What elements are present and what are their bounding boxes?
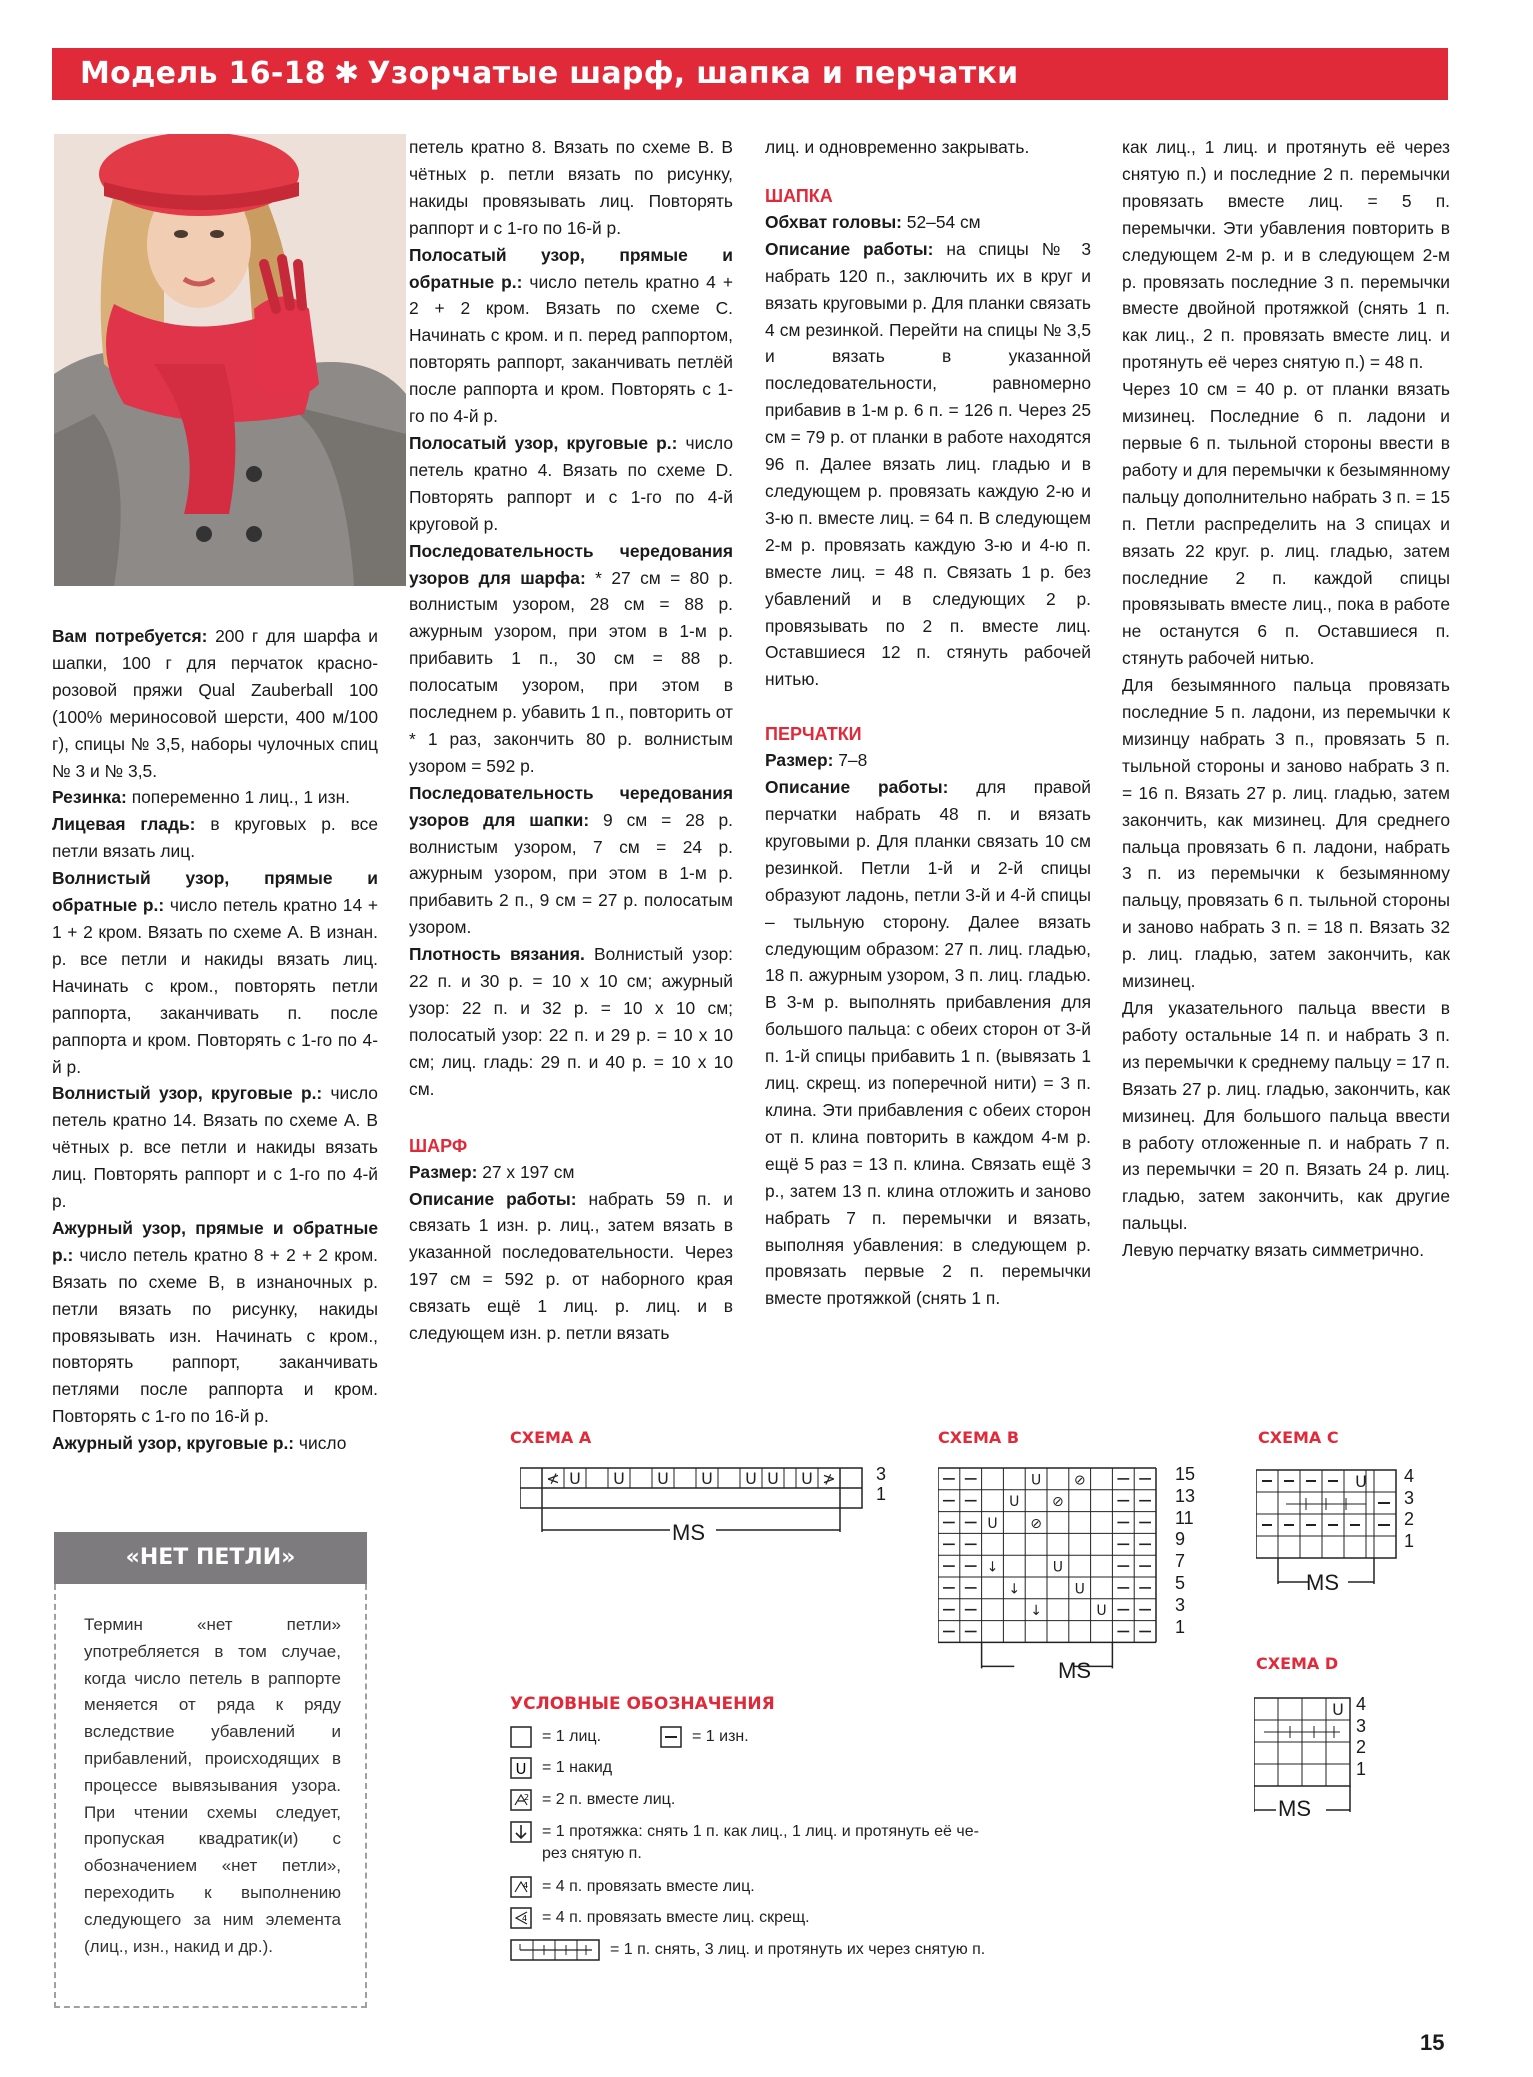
scarf-sequence-label: Последовательность чередования узоров для шарфа: [409,540,733,588]
hat-section-title: ШАПКА [765,185,833,206]
legend-skp-text-1: = 1 протяжка: снять 1 п. как лиц., 1 лиц. и протянуть её че- [542,1823,979,1840]
gloves-size-paragraph [765,747,1091,774]
sidebar-box [54,1584,367,2008]
svg-text:4: 4 [522,1914,528,1923]
svg-text:U: U [1355,1472,1367,1491]
legend-skp-text-2: рез снятую п. [542,1845,642,1862]
star-icon: ✱ [333,56,360,91]
stockinette-label: Лицевая гладь: [52,814,196,835]
scheme-a-grid [520,1462,890,1552]
scarf-sequence-text: * 27 см = 80 р. волнистым узором, 28 см = 88 р. ажурным узором, при этом в 1-м р. прибавить 1 п., 30 см = 88 р. полосатым узором, при этом в последнем р. убавить 1 п., повторить от * 1 раз, закончить 80 р. волнистым узором = 592 р. [409,567,734,776]
page-title: Узорчатые шарф, шапка и перчатки [367,56,1019,91]
gauge-paragraph [409,941,733,1102]
k4tog-tbl-symbol-icon [510,1907,532,1929]
scheme-b-row-label: 9 [1175,1529,1186,1550]
column-1 [52,623,378,1457]
legend-k2tog-text: = 2 п. вместе лиц. [542,1791,676,1808]
svg-text:≯: ≯ [822,1469,836,1488]
svg-text:U: U [613,1469,625,1488]
legend-knit-text: = 1 лиц. [542,1728,602,1745]
legend-k4tog-text: = 4 п. провязать вместе лиц. [542,1878,755,1895]
legend-knit [510,1726,870,1750]
model-photo [54,134,406,586]
svg-text:↓: ↓ [1030,1603,1042,1620]
legend-k4tog-tbl [510,1907,910,1931]
gloves-continued-paragraph: как лиц., 1 лиц. и протянуть её через снятую п.) и последние 2 п. перемычки провязать вместе лиц. = 5 п. перемычки. Эти убавления повторить в следующем 2-м р. и в следующем 2-м р. провязать последние 3 п. перемычки вместе двойной протяжкой (снять 1 п. как лиц., 2 п. провязать вместе лиц. и протянуть её через снятую п.) = 48 п. [1122,137,1450,373]
column-3 [765,134,1091,1312]
slip3-symbol-icon [510,1939,600,1961]
materials-paragraph [52,623,378,784]
svg-text:↓: ↓ [986,1559,999,1576]
rib-text: попеременно 1 лиц., 1 изн. [126,787,350,808]
materials-text: 200 г для шарфа и шапки, 100 г для перчаток красно-розовой пряжи Qual Zauberball 100 (100% мериносовой шерсти, 400 м/100 г), спицы № 3,5, наборы чулочных спиц № 3 и № 3,5. [52,626,379,781]
hat-size-text: 52–54 см [901,211,981,232]
lace-round-paragraph [52,1430,378,1457]
scheme-d-ms: MS [1278,1796,1311,1821]
striped-round-text: число петель кратно 4. Вязать по схеме D. Повторять раппорт и с 1-го по 4-й круговой р. [409,432,733,534]
svg-text:U: U [569,1469,581,1488]
scheme-b-row-label: 7 [1175,1551,1186,1572]
legend-yo-text: = 1 накид [542,1759,613,1776]
legend-yo [510,1757,870,1781]
column-2 [409,134,733,1347]
yarn-over-symbol-icon [510,1757,532,1779]
striped-flat-label: Полосатый узор, прямые и обратные р.: [409,244,733,292]
page-number: 15 [1420,2030,1445,2055]
hat-sequence-paragraph [409,780,733,941]
wavy-round-paragraph [52,1080,378,1215]
hat-sequence-label: Последовательность чередования узоров для шапки: [409,782,733,830]
hat-sequence-text: 9 см = 28 р. волнистым узором, 7 см = 24 р. ажурным узором, при этом в 1-м р. прибавить 2 п., 9 см = 27 р. полосатым узором. [409,809,733,938]
svg-text:⊘: ⊘ [1052,1494,1064,1511]
legend-k4tog [510,1876,910,1900]
little-finger-paragraph: Через 10 см = 40 р. от планки вязать мизинец. Последние 6 п. ладони и первые 6 п. тыльной стороны ввести в работу и для перемычки к безымянному пальцу дополнительно набрать 3 п. = 15 п. Петли распределить на 3 спицах и вязать 22 круг. р. лиц. гладью, затем последние 2 п. каждой спицы провязывать вместе лиц., пока в работе не останутся 6 п. Оставшиеся п. стянуть рабочей нитью. [1122,379,1450,669]
scheme-a-row-label: 1 [876,1484,887,1504]
scheme-c-row-label: 4 [1404,1466,1415,1486]
lace-flat-text: число петель кратно 8 + 2 + 2 кром. Вязать по схеме В, в изнаночных р. петли вязать по рисунку, накиды провязывать изн. Начинать с кром., повторять раппорт, заканчивать петлями после раппорта и кром. Повторять с 1-го по 16-й р. [52,1244,378,1427]
striped-round-paragraph [409,430,733,538]
wavy-flat-text: число петель кратно 14 + 1 + 2 кром. Вязать по схеме А. В изнан. р. все петли и накиды вязать лиц. Начинать с кром., повторять петли раппорта, заканчивать п. после раппорта и кром. Повторять с 1-го по 4-й р. [52,895,378,1077]
lace-round-text: число [294,1433,347,1454]
svg-text:2: 2 [524,1793,530,1802]
striped-flat-paragraph [409,242,733,430]
purl-symbol-icon [660,1726,682,1748]
scheme-b-ms: MS [1058,1658,1091,1683]
scarf-description-label: Описание работы: [409,1188,577,1209]
legend-slip3-text: = 1 п. снять, 3 лиц. и протянуть их через снятую п. [610,1941,986,1958]
svg-text:U: U [1030,1472,1042,1489]
svg-text:⊘: ⊘ [1030,1515,1042,1532]
rib-paragraph [52,784,378,811]
svg-text:U: U [701,1469,713,1488]
svg-text:U: U [801,1469,813,1488]
scarf-description-paragraph [409,1186,733,1347]
scheme-a-title: СХЕМА А [510,1428,592,1447]
scarf-description-continued: лиц. и одновременно закрывать. [765,137,1030,157]
svg-text:U: U [1074,1581,1085,1598]
stockinette-paragraph [52,811,378,865]
scheme-a-ms: MS [672,1520,705,1545]
scheme-b-grid [938,1462,1168,1692]
svg-text:U: U [515,1760,527,1778]
legend-slip3 [510,1939,1070,1963]
scheme-b-row-label: 1 [1175,1616,1186,1637]
hat-size-paragraph [765,209,1091,236]
wavy-round-text: число петель кратно 14. Вязать по схеме А. В чётных р. все петли и накиды вязать лиц. Повторять раппорт и с 1-го по 4-й р. [52,1083,378,1212]
scheme-d-row-label: 3 [1356,1715,1367,1736]
wavy-flat-paragraph [52,865,378,1080]
model-number: Модель 16-18 [80,56,326,91]
materials-label: Вам потребуется: [52,626,208,646]
ring-middle-finger-paragraph: Для безымянного пальца провязать последние 5 п. ладони, из перемычки к мизинцу набрать 3 п., провязать 5 п. тыльной стороны и заново набрать 3 п. = 16 п. Вязать 27 р. лиц. гладью, затем закончить, как мизинец. Для среднего пальца провязать 6 п. ладони, набрать 3 п. из перемычки к безымянному пальцу, провязать 6 п. тыльной стороны и заново набрать 3 п. = 18 п. Вязать 32 р. лиц. гладью, затем закончить, как мизинец. [1122,675,1450,992]
lace-flat-label: Ажурный узор, прямые и обратные р.: [52,1217,378,1265]
lace-flat-paragraph [52,1215,378,1430]
svg-text:⊘: ⊘ [1073,1472,1086,1489]
scarf-description-text: набрать 59 п. и связать 1 изн. р. лиц., затем вязать в указанной последовательности. Через 197 см = 592 р. от наборного края связать ещё 1 лиц. р. лиц. и в следующем изн. р. петли вязать [409,1188,733,1344]
scheme-d-row-label: 1 [1356,1758,1367,1779]
scheme-d-title: СХЕМА D [1256,1654,1339,1673]
hat-description-paragraph [765,236,1091,693]
svg-text:U: U [1052,1559,1064,1576]
sidebar-text: Термин «нет петли» употребляется в том случае, когда число петель в раппорте меняется от ряда к ряду вследствие убавлений и прибавлений, происходящих в процессе вывязывания узора. При чтении схемы следует, пропуская квадратик(и) с обозначением «нет петли», переходить к выполнению следующего за ним элемента (лиц., изн., накид и др.). [84,1615,341,1956]
svg-text:U: U [987,1515,998,1532]
index-thumb-paragraph: Для указательного пальца ввести в работу остальные 14 п. и набрать 3 п. из перемычки к среднему пальцу = 17 п. Вязать 27 р. лиц. гладью, закончить, как мизинец. Для большого пальца ввести в работу отложенные п. и набрать 7 п. из перемычки = 20 п. Вязать 24 р. лиц. гладью, затем закончить, как другие пальцы. [1122,998,1450,1234]
legend-k4tog-tbl-text: = 4 п. провязать вместе лиц. скрещ. [542,1909,810,1926]
hat-size-label: Обхват головы: [765,211,902,232]
stockinette-text: в круговых р. все петли вязать лиц. [52,814,378,862]
legend-skp [510,1821,1070,1869]
svg-text:4: 4 [523,1881,529,1890]
striped-round-label: Полосатый узор, круговые р.: [409,432,678,453]
gloves-size-text: 7–8 [833,750,868,771]
legend-title: УСЛОВНЫЕ ОБОЗНАЧЕНИЯ [510,1694,775,1714]
skp-arrow-icon [510,1821,532,1843]
svg-text:U: U [767,1469,779,1488]
scheme-a-row-label: 3 [876,1464,887,1484]
svg-text:U: U [745,1469,757,1488]
gloves-size-label: Размер: [765,750,834,771]
svg-text:U: U [1009,1494,1020,1511]
scheme-b-row-label: 3 [1175,1594,1186,1615]
scheme-d-row-label: 2 [1356,1737,1367,1757]
sidebar-title: «НЕТ ПЕТЛИ» [54,1532,367,1584]
column-4 [1122,134,1450,1264]
scheme-c-row-label: 1 [1404,1530,1415,1551]
gloves-description-label: Описание работы: [765,777,949,798]
gloves-description-paragraph [765,774,1091,1312]
gauge-text: Волнистый узор: 22 п. и 30 р. = 10 х 10 см; ажурный узор: 22 п. и 32 р. = 10 х 10 см; полосатый узор: 22 п. и 29 р. = 10 х 10 см; лиц. гладь: 29 п. и 40 р. = 10 х 10 см. [409,944,733,1099]
scheme-b-row-label: 15 [1175,1464,1196,1484]
scheme-c-title: СХЕМА С [1258,1428,1339,1447]
scarf-size-text: 27 х 197 см [477,1161,575,1182]
lace-round-label: Ажурный узор, круговые р.: [52,1433,295,1454]
lace-round-continued: петель кратно 8. Вязать по схеме В. В чётных р. петли вязать по рисунку, накиды провязывать лиц. Повторять раппорт и с 1-го по 16-й р. [409,137,733,238]
hat-description-text: на спицы № 3 набрать 120 п., заключить их в круг и вязать круговыми р. Для планки связать 4 см резинкой. Перейти на спицы № 3,5 и вязать в указанной последовательности, равномерно прибавив в 1-м р. 6 п. = 126 п. Через 25 см = 79 р. от планки в работе находятся 96 п. Далее вязать лиц. гладью и в следующем р. провязать каждую 2-ю и 3-ю п. вместе лиц. = 64 п. В следующем 2-м р. провязать каждую 3-ю и 4-ю п. вместе лиц. = 48 п. Связать 1 р. без убавлений и в следующих 2 р. провязывать по 2 п. вместе лиц. Оставшиеся 12 п. стянуть рабочей нитью. [765,238,1091,690]
hat-description-label: Описание работы: [765,238,934,259]
legend-purl-text: = 1 изн. [692,1728,749,1745]
scheme-b-title: СХЕМА В [938,1428,1020,1447]
left-glove-paragraph: Левую перчатку вязать симметрично. [1122,1240,1425,1261]
scheme-d-row-label: 4 [1356,1694,1367,1714]
striped-flat-text: число петель кратно 4 + 2 + 2 кром. Вязать по схеме С. Начинать с кром. и п. перед раппортом, повторять раппорт, заканчивать петлёй после раппорта и кром. Повторять с 1-го по 4-й р. [409,271,733,427]
svg-text:U: U [657,1469,669,1488]
gauge-label: Плотность вязания. [409,944,585,965]
scarf-section-title: ШАРФ [409,1135,468,1156]
scheme-b-row-label: 5 [1175,1572,1186,1593]
scheme-b-row-label: 11 [1175,1507,1194,1528]
scarf-size-paragraph [409,1159,733,1186]
k2tog-symbol-icon [510,1789,532,1811]
svg-text:↓: ↓ [1008,1581,1021,1598]
title-banner [52,48,1448,100]
k4tog-symbol-icon [510,1876,532,1898]
gloves-description-text: для правой перчатки набрать 48 п. и вязать круговыми р. Для планки связать 10 см резинкой. Петли 1-й и 2-й спицы образуют ладонь, петли 3-й и 4-й спицы – тыльную сторону. Далее вязать следующим образом: 27 п. лиц. гладью, 18 п. ажурным узором, 3 п. лиц. гладью. В 3-м р. выполнять прибавления для большого пальца: с обеих сторон от 3-й п. 1-й спицы прибавить 1 п. (вывязать 1 лиц. скрещ. из поперечной нити) = 3 п. клина. Эти прибавления с обеих сторон от п. клина повторить в каждом 4-м р. ещё 5 раз = 13 п. клина. Связать ещё 3 р., затем 13 п. клина отложить и заново набрать 7 п. перемычки и вязать, выполняя убавления: в следующем р. провязать первые 2 п. перемычки вместе протяжкой (снять 1 п. [765,777,1091,1309]
scheme-c-row-label: 2 [1404,1509,1415,1529]
svg-text:U: U [1332,1700,1344,1719]
rib-label: Резинка: [52,787,127,808]
gloves-section-title: ПЕРЧАТКИ [765,724,862,745]
scheme-c-row-label: 3 [1404,1487,1415,1508]
scheme-c-ms: MS [1306,1570,1339,1595]
wavy-flat-label: Волнистый узор, прямые и обратные р.: [52,868,378,916]
scheme-b-row-label: 13 [1175,1485,1196,1506]
wavy-round-label: Волнистый узор, круговые р.: [52,1083,323,1104]
scarf-sequence-paragraph [409,538,733,780]
knit-symbol-icon [510,1726,532,1748]
svg-text:U: U [1096,1603,1107,1620]
svg-text:≮: ≮ [546,1469,560,1488]
scarf-size-label: Размер: [409,1161,478,1182]
legend-k2tog [510,1789,870,1813]
